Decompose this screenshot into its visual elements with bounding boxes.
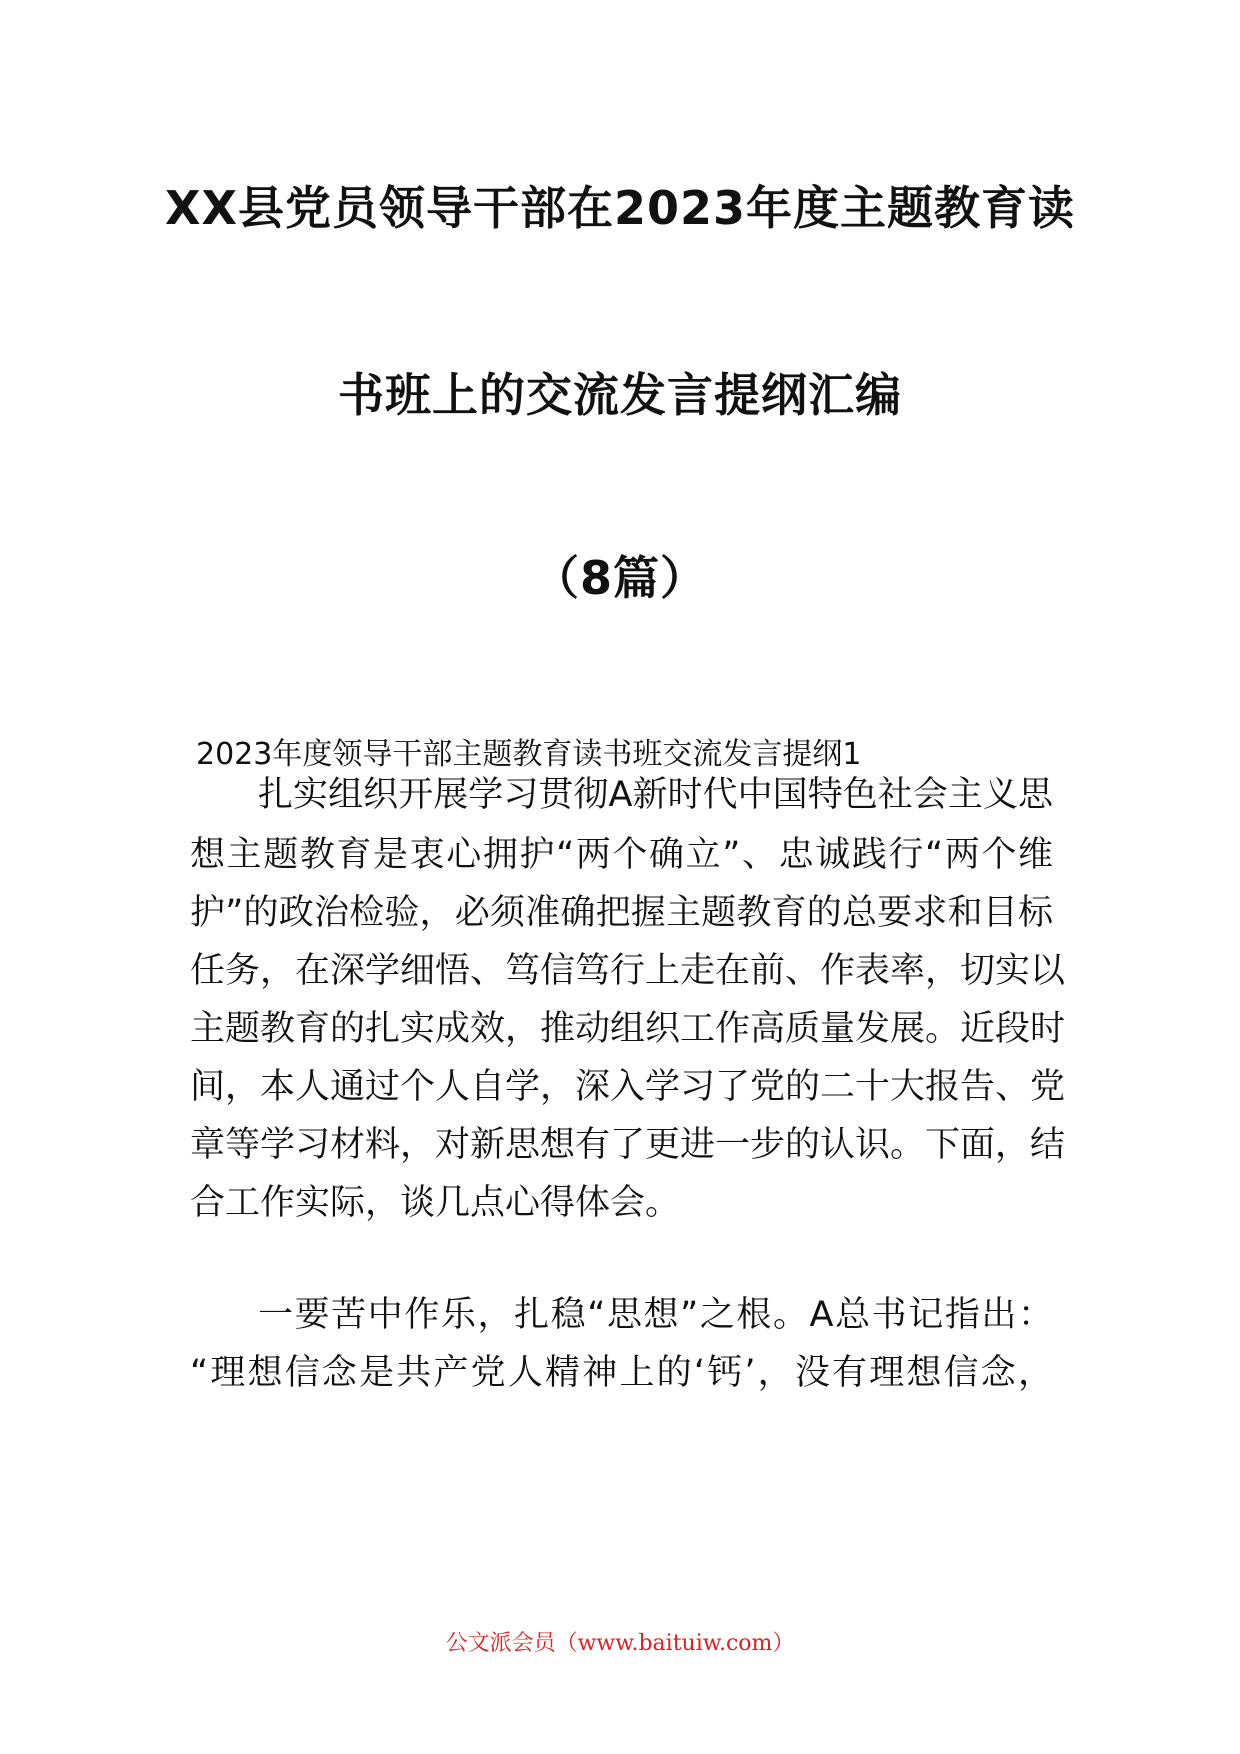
document-title-line-1: XX县党员领导干部在2023年度主题教育读 — [165, 181, 1075, 235]
paragraph-1-line-1: 扎实组织开展学习贯彻A新时代中国特色社会主义思 — [258, 775, 1053, 815]
paragraph-1-line-4: 任务，在深学细悟、笃信笃行上走在前、作表率，切实以 — [190, 951, 1066, 991]
document-title-count: （8篇） — [532, 551, 707, 605]
paragraph-2-line-2: “理想信念是共产党人精神上的‘钙’，没有理想信念， — [190, 1353, 1053, 1393]
paragraph-1-line-3: 护”的政治检验，必须准确把握主题教育的总要求和目标 — [190, 893, 1053, 933]
paragraph-1-line-5: 主题教育的扎实成效，推动组织工作高质量发展。近段时 — [190, 1009, 1066, 1049]
paragraph-1-line-2: 想主题教育是衷心拥护“两个确立”、忠诚践行“两个维 — [190, 835, 1053, 875]
paragraph-1-line-7: 章等学习材料，对新思想有了更进一步的认识。下面，结 — [190, 1125, 1066, 1165]
footer-watermark: 公文派会员（www.baituiw.com） — [445, 1631, 795, 1656]
document-title-line-2: 书班上的交流发言提纲汇编 — [338, 368, 902, 422]
section-heading: 2023年度领导干部主题教育读书班交流发言提纲1 — [196, 737, 862, 772]
paragraph-2-line-1: 一要苦中作乐，扎稳“思想”之根。A总书记指出： — [258, 1295, 1053, 1335]
paragraph-1-line-8: 合工作实际，谈几点心得体会。 — [190, 1183, 681, 1223]
paragraph-1-line-6: 间，本人通过个人自学，深入学习了党的二十大报告、党 — [190, 1067, 1066, 1107]
